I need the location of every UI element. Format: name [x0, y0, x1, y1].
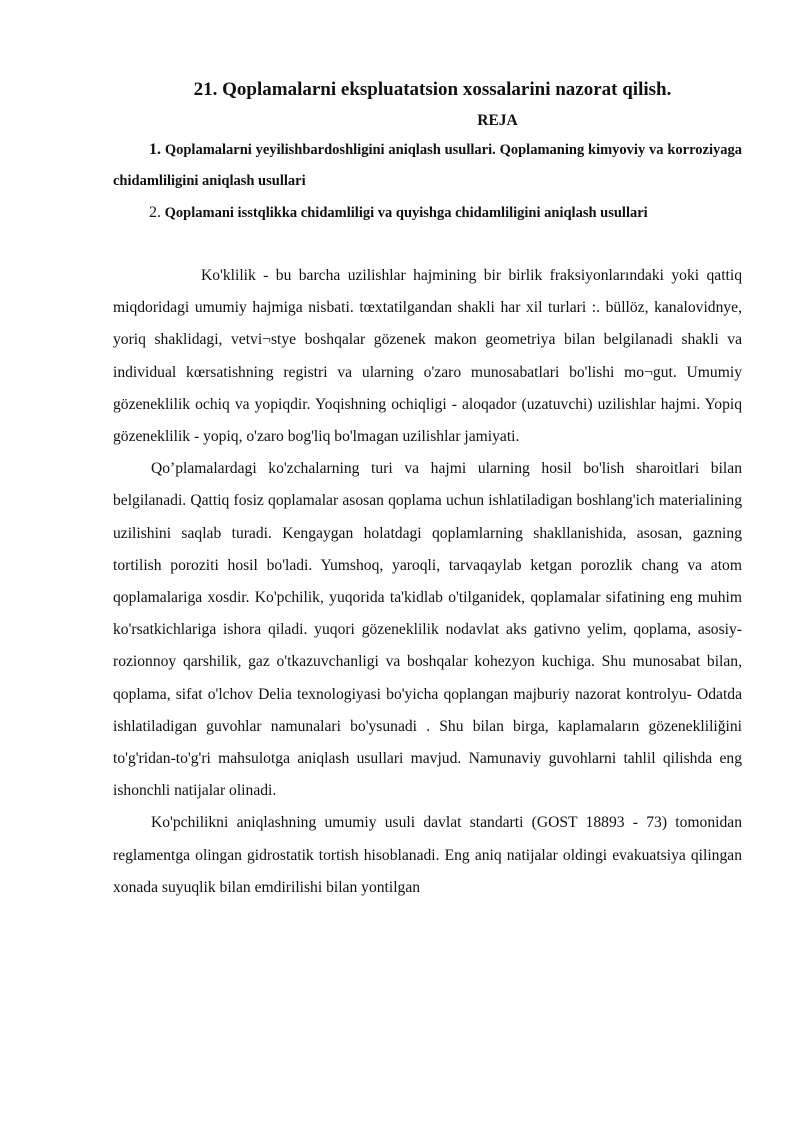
body-paragraph-3: Ko'pchilikni aniqlashning umumiy usuli davlat standarti (GOST 18893 - 73) tomonidan reglamentga olingan gidrostatik tortish hisoblanadi. Eng aniq natijalar oldingi evakuatsiya qilingan xonada suyuqlik bilan emdirilishi bilan yontilgan	[113, 814, 742, 896]
body-paragraph-2: Qo’plamalardagi ko'zchalarning turi va hajmi ularning hosil bo'lish sharoitlari bilan belgilanadi. Qattiq fosiz qoplamalar asosan qoplama uchun ishlatiladigan boshlang'ich materialining uzilishini saqlab turadi. Kengaygan holatdagi qoplamlarning shakllanishida, asosan, gazning tortilish poroziti hosil bo'ladi. Yumshoq, yaroqli, tarvaqaylab ketgan porozlik chang va atom qoplamalariga xosdir. Ko'pchilik, yuqorida ta'kidlab o'tilganidek, qoplamalar sifatining eng muhim ko'rsatkichlariga ishora qiladi. yuqori gözeneklilik nodavlat aks gativno yelim, qoplama, asosiy-rozionnoy qarshilik, gaz o'tkazuvchanligi va boshqalar kohezyon kuchiga. Shu munosabat bilan, qoplama, sifat o'lchov Delia texnologiyasi bo'yicha qoplangan majburiy nazorat kontrolyu- Odatda ishlatiladigan guvohlar namunalari bo'ysunadi . Shu bilan birga, kaplamaların gözenekliliğini to'g'ridan-to'g'ri mahsulotga aniqlash usullari mavjud. Namunaviy guvohlarni tahlil qilishda eng ishonchli natijalar olinadi.	[113, 460, 742, 800]
plan-item-2	[113, 197, 742, 229]
plan-item-number: 1.	[149, 141, 161, 158]
plan-item-1	[113, 134, 742, 197]
plan-heading: REJA	[477, 112, 518, 129]
plan-item-number: 2.	[149, 204, 161, 221]
plan-item-text: Qoplamani isstqlikka chidamliligi va quyishga chidamliligini aniqlash usullari	[161, 205, 648, 221]
document-title: 21. Qoplamalarni ekspluatatsion xossalarini nazorat qilish.	[193, 79, 672, 100]
spacer	[113, 229, 742, 260]
plan-item-text: Qoplamalarni yeyilishbardoshligini aniqlash usullari. Qoplamaning kimyoviy va korroziyaga chidamliligini aniqlash usullari	[113, 142, 742, 189]
body-paragraph-1: Ko'klilik - bu barcha uzilishlar hajmining bir birlik fraksiyonlarındaki yoki qattiq miqdoridagi umumiy hajmiga nisbati. tœxtatilgandan shakli har xil turlari :. büllöz, kanalovidnye, yoriq shaklidagi, vetvi¬stye boshqalar gözenek makon geometriya bilan belgilanadi shakli va individual kœrsatishning registri va ularning o'zaro munosabatlari bo'lishi mo¬gut. Umumiy gözeneklilik ochiq va yopiqdir. Yoqishning ochiqligi - aloqador (uzatuvchi) uzilishlar hajmi. Yopiq gözeneklilik - yopiq, o'zaro bog'liq bo'lmagan uzilishlar jamiyati.	[113, 267, 742, 446]
